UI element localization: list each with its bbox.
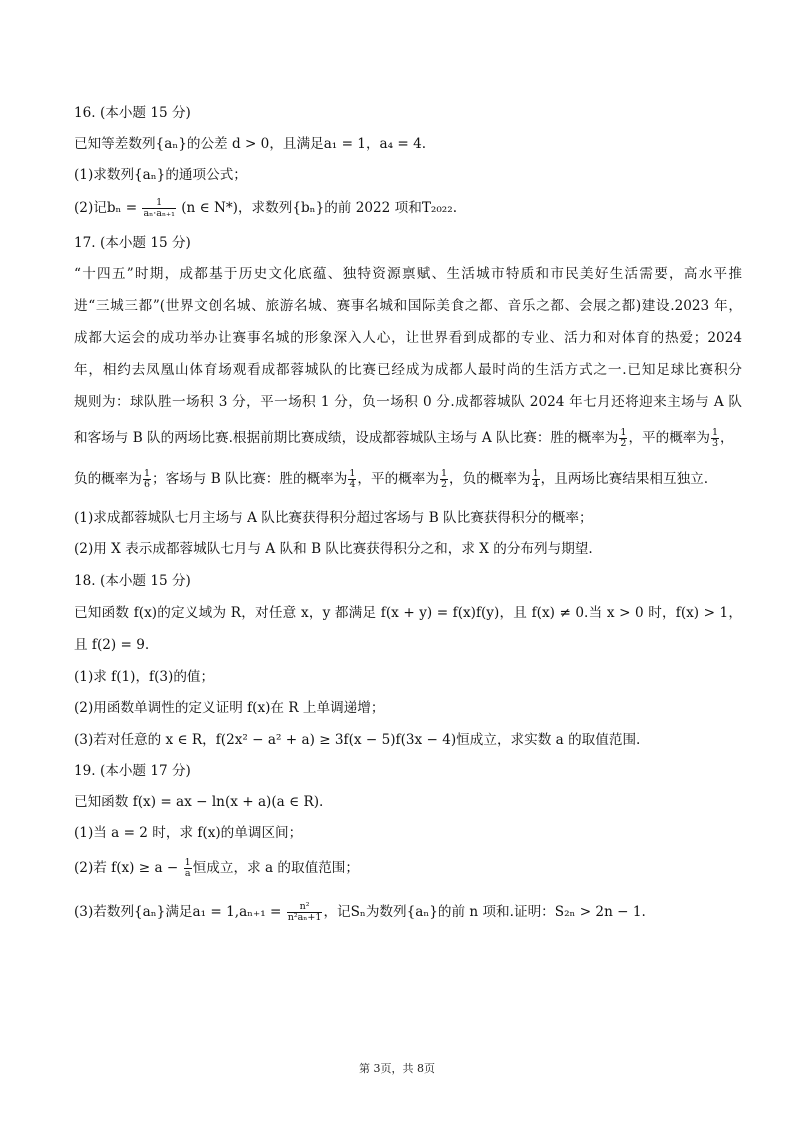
page-footer: 第 3页，共 8页 <box>359 1062 435 1075</box>
problem-19-q2 <box>74 858 742 879</box>
problem-17-line-3: 成都大运会的成功举办让赛事名城的形象深入人心，让世界看到成都的专业、活力和对体育的热爱；2024 <box>74 330 742 346</box>
problem-17-line-7-d: ，负的概率为 <box>449 471 531 487</box>
problem-19-q3 <box>74 902 742 923</box>
problem-16-header: 16. (本小题 15 分) <box>74 105 191 121</box>
problem-17-line-7-b: ；客场与 B 队比赛：胜的概率为 <box>152 471 348 487</box>
fraction-numerator: 1 <box>620 427 627 438</box>
problem-18-q2: (2)用函数单调性的定义证明 f(x)在 R 上单调递增； <box>74 700 385 716</box>
problem-19-q3-pre: (3)若数列{aₙ}满足a₁ = 1,aₙ₊₁ = <box>74 904 282 920</box>
problem-17-line-6-pre: 和客场与 B 队的两场比赛.根据前期比赛成绩，设成都蓉城队主场与 A 队比赛：胜的概率为 <box>74 430 619 446</box>
prob-win-home-fraction <box>619 428 627 449</box>
fraction-denominator: 2 <box>440 479 448 490</box>
fraction-numerator: 1 <box>440 468 448 479</box>
prob-win-away-fraction <box>348 469 356 490</box>
fraction-denominator: 6 <box>143 479 151 490</box>
problem-18-stem-2: 且 f(2) = 9. <box>74 637 150 653</box>
fraction-denominator: 2 <box>620 438 627 449</box>
prob-draw-away-fraction <box>440 469 448 490</box>
problem-18-header: 18. (本小题 15 分) <box>74 573 191 589</box>
fraction-denominator: 3 <box>712 438 719 449</box>
problem-17-line-7 <box>74 469 742 490</box>
problem-17-line-6-mid: ，平的概率为 <box>628 430 710 446</box>
problem-17-line-6 <box>74 428 742 449</box>
problem-18-q3: (3)若对任意的 x ∈ R，f(2x² − a² + a) ≥ 3f(x − 5)f(3x − 4)恒成立，求实数 a 的取值范围. <box>74 732 641 748</box>
fraction-numerator: 1 <box>349 468 356 479</box>
problem-16-q2-pre: (2)记bₙ = <box>74 200 138 216</box>
one-over-a-fraction <box>184 858 192 879</box>
problem-16-q2-fraction <box>142 198 175 219</box>
problem-17-line-7-a: 负的概率为 <box>74 471 142 487</box>
problem-17-q2: (2)用 X 表示成都蓉城队七月与 A 队和 B 队比赛获得积分之和，求 X 的分布列与期望. <box>74 541 593 557</box>
prob-lose-home-fraction <box>143 469 151 490</box>
prob-draw-home-fraction <box>711 428 719 449</box>
problem-17-q1: (1)求成都蓉城队七月主场与 A 队比赛获得积分超过客场与 B 队比赛获得积分的概率； <box>74 510 593 526</box>
problem-19-stem: 已知函数 f(x) = ax − ln(x + a)(a ∈ R). <box>74 794 324 810</box>
problem-17-line-5: 规则为：球队胜一场积 3 分，平一场积 1 分，负一场积 0 分.成都蓉城队 2024 年七月还将迎来主场与 A 队 <box>74 394 742 410</box>
fraction-denominator: a <box>184 868 191 879</box>
problem-16-q2 <box>74 198 742 219</box>
fraction-numerator: 1 <box>712 427 719 438</box>
prob-lose-away-fraction <box>532 469 540 490</box>
problem-19-q2-post: 恒成立，求 a 的取值范围； <box>192 860 359 876</box>
fraction-denominator: 4 <box>532 479 539 490</box>
problem-17-line-7-e: ，且两场比赛结果相互独立. <box>540 471 709 487</box>
fraction-denominator: aₙ·aₙ₊₁ <box>143 208 175 219</box>
problem-19-q2-pre: (2)若 f(x) ≥ a − <box>74 860 179 876</box>
problem-18-q1: (1)求 f(1)，f(3)的值； <box>74 669 215 685</box>
problem-18-stem-1: 已知函数 f(x)的定义域为 R，对任意 x，y 都满足 f(x + y) = f(x)f(y)，且 f(x) ≠ 0.当 x > 0 时，f(x) > 1， <box>74 605 742 621</box>
fraction-denominator: n²aₙ+1 <box>287 912 322 923</box>
problem-17-line-1: “十四五”时期，成都基于历史文化底蕴、独特资源禀赋、生活城市特质和市民美好生活需要，高水平推 <box>74 266 742 282</box>
problem-16-q2-post: (n ∈ N*)，求数列{bₙ}的前 2022 项和T₂₀₂₂. <box>181 200 458 216</box>
fraction-numerator: 1 <box>143 468 151 479</box>
fraction-numerator: 1 <box>184 857 191 868</box>
fraction-denominator: 4 <box>349 479 356 490</box>
problem-19-q1: (1)当 a = 2 时，求 f(x)的单调区间； <box>74 825 303 841</box>
problem-17-line-7-c: ，平的概率为 <box>357 471 439 487</box>
problem-16-q1: (1)求数列{aₙ}的通项公式； <box>74 167 247 183</box>
problem-16-stem: 已知等差数列{aₙ}的公差 d > 0，且满足a₁ = 1，a₄ = 4. <box>74 136 427 152</box>
problem-17-line-2: 进“三城三都”(世界文创名城、旅游名城、赛事名城和国际美食之都、音乐之都、会展之都)建设.2023 年， <box>74 298 742 314</box>
problem-19-q3-post: ，记Sₙ为数列{aₙ}的前 n 项和.证明：S₂ₙ > 2n − 1. <box>323 904 646 920</box>
problem-17-line-4: 年，相约去凤凰山体育场观看成都蓉城队的比赛已经成为成都人最时尚的生活方式之一.已知足球比赛积分 <box>74 362 742 378</box>
problem-17-header: 17. (本小题 15 分) <box>74 235 191 251</box>
fraction-numerator: 1 <box>532 468 539 479</box>
recurrence-fraction <box>287 902 323 923</box>
fraction-numerator: n² <box>287 902 323 913</box>
problem-19-header: 19. (本小题 17 分) <box>74 763 191 779</box>
problem-17-line-6-post: ， <box>720 430 734 446</box>
fraction-numerator: 1 <box>142 198 175 209</box>
